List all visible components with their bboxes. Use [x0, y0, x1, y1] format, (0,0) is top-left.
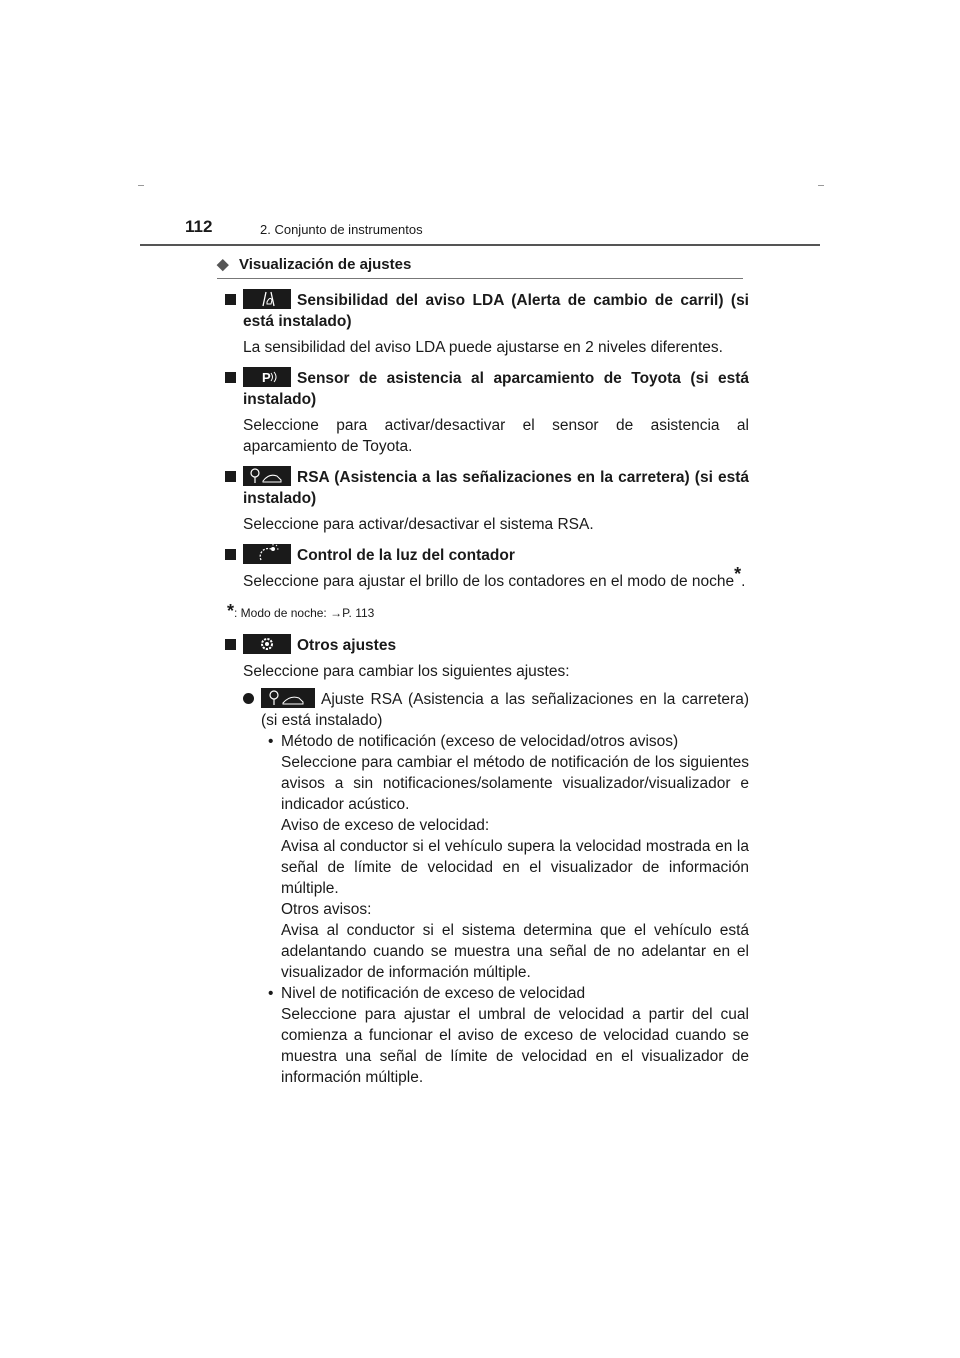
square-bullet-icon: [225, 549, 236, 560]
square-bullet-icon: [225, 294, 236, 305]
bullet-notification-level: [223, 983, 749, 1004]
chapter-title: 2. Conjunto de instrumentos: [260, 222, 423, 237]
page-number: 112: [185, 217, 213, 236]
crop-mark-right: [818, 185, 824, 186]
item-description: La sensibilidad del aviso LDA puede ajustarse en 2 niveles diferentes.: [243, 339, 723, 356]
footnote-star: *: [227, 601, 235, 621]
item-description: Seleccione para cambiar los siguientes ajustes:: [243, 663, 570, 680]
gear-icon: [243, 634, 291, 654]
diamond-icon: ◆: [217, 256, 229, 273]
item-title: RSA (Asistencia a las señalizaciones en la carretera) (si está instalado): [243, 469, 749, 507]
item-description: Seleccione para activar/desactivar el sistema RSA.: [243, 516, 594, 533]
item-description-text: Seleccione para ajustar el brillo de los contadores en el modo de noche: [243, 573, 735, 590]
bullet-paragraph: Seleccione para ajustar el umbral de velocidad a partir del cual comienza a funcionar el aviso de exceso de velocidad cuando se muestra una señal de límite de velocidad en el visualizador de información múltiple.: [281, 1006, 749, 1086]
crop-mark-left: [138, 185, 144, 186]
footnote-text: : Modo de noche:: [234, 606, 331, 620]
bullet-icon: •: [268, 985, 274, 1002]
item-title: Control de la luz del contador: [297, 547, 515, 564]
page-content: [217, 254, 749, 1097]
lane-departure-icon: [243, 289, 291, 309]
item-title: Sensibilidad del aviso LDA (Alerta de cambio de carril) (si está instalado): [243, 292, 749, 330]
footnote: [227, 601, 749, 624]
item-title: Sensor de asistencia al aparcamiento de Toyota (si está instalado): [243, 370, 749, 408]
setting-item-other: [223, 634, 749, 1088]
item-description-end: .: [741, 573, 746, 590]
square-bullet-icon: [225, 372, 236, 383]
bullet-notification-method: [223, 731, 749, 752]
square-bullet-icon: [225, 471, 236, 482]
meter-brightness-icon: [243, 544, 291, 564]
page-header: [140, 217, 820, 245]
item-description: Seleccione para activar/desactivar el sensor de asistencia al aparcamiento de Toyota.: [243, 417, 749, 455]
arrow-icon: →: [330, 606, 343, 620]
bullet-icon: •: [268, 733, 274, 750]
road-sign-assist-icon: [261, 688, 315, 708]
item-description: [223, 563, 749, 592]
bullet-title: Método de notificación (exceso de velocidad/otros avisos): [281, 733, 679, 750]
bullet-title: Nivel de notificación de exceso de velocidad: [281, 985, 586, 1002]
road-sign-assist-icon: [243, 466, 291, 486]
section-title-text: Visualización de ajustes: [239, 256, 412, 273]
bullet-paragraph: Aviso de exceso de velocidad:: [281, 817, 490, 834]
bullet-paragraph: Avisa al conductor si el sistema determina que el vehículo está adelantando cuando se muestra una señal de no adelantar en el visualizador de información múltiple.: [281, 922, 749, 981]
round-bullet-icon: [243, 693, 254, 704]
section-title: [217, 254, 743, 279]
footnote-link[interactable]: P. 113: [342, 606, 375, 620]
square-bullet-icon: [225, 639, 236, 650]
rsa-settings-subitem: [223, 688, 749, 731]
bullet-paragraph: Otros avisos:: [281, 901, 372, 918]
header-rule: [140, 244, 820, 246]
item-title: Otros ajustes: [297, 637, 397, 654]
setting-item-rsa: [223, 466, 749, 535]
footnote-mark: *: [734, 563, 742, 584]
svg-text:P: P: [262, 370, 271, 385]
setting-item-lda: [223, 289, 749, 358]
parking-sensor-icon: [243, 367, 291, 387]
setting-item-parking-sensor: [223, 367, 749, 457]
bullet-paragraph: Avisa al conductor si el vehículo supera la velocidad mostrada en la señal de límite de velocidad en el visualizador de información múltiple.: [281, 838, 749, 897]
subitem-title: Ajuste RSA (Asistencia a las señalizaciones en la carretera) (si está instalado): [261, 691, 749, 729]
setting-item-meter-light: [223, 544, 749, 592]
bullet-paragraph: Seleccione para cambiar el método de notificación de los siguientes avisos a sin notificaciones/solamente visualizador/visualizador e indicador acústico.: [281, 754, 749, 813]
